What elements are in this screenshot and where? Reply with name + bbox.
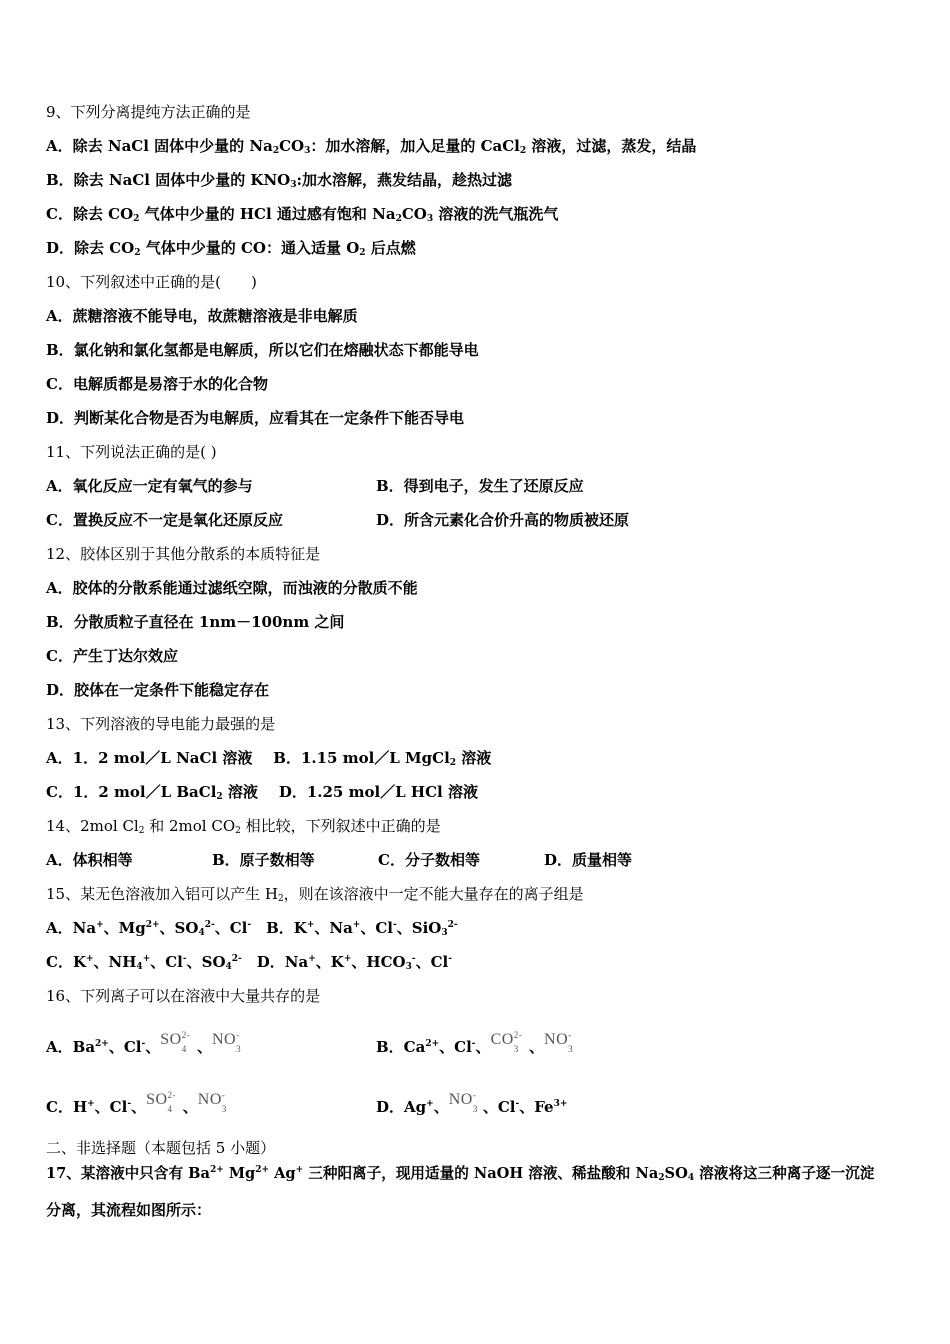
q11-option-d: D．所含元素化合价升高的物质被还原: [376, 511, 630, 529]
q14-option-a: A．体积相等: [46, 851, 133, 869]
q11-stem: 11、下列说法正确的是( ): [46, 443, 217, 461]
q14-option-c: C．分子数相等: [378, 851, 480, 869]
nitrate-ion: NO - 3: [197, 1090, 227, 1114]
q12-option-c: C．产生丁达尔效应: [46, 647, 178, 665]
q13-stem: 13、下列溶液的导电能力最强的是: [46, 715, 276, 733]
q16-options-ab: [46, 1030, 578, 1057]
q17-stem-line1: 17、某溶液中只含有 $Ba^{2+}$ $Mg^{2+}$ Ag+ 三种阳离子，现用适量的 NaOH 溶液、稀盐酸和 $Na_2SO_4$ 溶液将这三种离子逐一沉淀: [46, 1165, 875, 1183]
q14-stem: 14、2mol $Cl_2$ 和 2mol $CO_2$ 相比较，下列叙述中正确的是: [46, 817, 441, 836]
q12-stem: 12、胶体区别于其他分散系的本质特征是: [46, 545, 321, 563]
q16-option-a: A．$Ba^{2+}$、Cl-、SO 2- 4 、NO - 3: [46, 1030, 376, 1057]
q13-option-d: D．1.25 mol／L HCl 溶液: [278, 783, 478, 801]
q16-option-b: B．$Ca^{2+}$、Cl-、CO 2- 3 、NO - 3: [376, 1038, 578, 1056]
q11-option-c: C．置换反应不一定是氧化还原反应: [46, 511, 283, 529]
q11-options-cd: [46, 510, 629, 530]
section-heading: 二、非选择题（本题包括 5 小题）: [46, 1139, 276, 1157]
q15-options-ab: A．Na+、$Mg^{2+}$、$SO_4^{2-}$、Cl- B．K+、Na+、Cl-、SiO$_3^{2-}$: [46, 919, 458, 938]
q11-option-b: B．得到电子，发生了还原反应: [376, 477, 584, 495]
q13-option-a: A．1．2 mol／L NaCl 溶液: [46, 749, 253, 767]
q13-options-cd: [46, 782, 478, 802]
q17-stem-line2: 分离，其流程如图所示：: [46, 1201, 212, 1219]
q11-option-a: A．氧化反应一定有氧气的参与: [46, 477, 253, 495]
q16-option-d: D．Ag+、NO - 3 、Cl-、$Fe^{3+}$: [376, 1090, 568, 1116]
q10-option-a: A．蔗糖溶液不能导电，故蔗糖溶液是非电解质: [46, 307, 358, 325]
q12-option-a: A．胶体的分散系能通过滤纸空隙，而浊液的分散质不能: [46, 579, 418, 597]
q14-options: [46, 850, 632, 870]
q11-options-ab: [46, 476, 584, 496]
q13-option-b: B．1.15 mol／L MgCl$_2$ 溶液: [273, 749, 492, 768]
q13-option-c: C．1．2 mol／L BaCl$_2$ 溶液: [46, 783, 258, 802]
q15-options-cd: C．K+、$NH_4^+$、Cl-、$SO_4^{2-}$ D．Na+、K+、$HCO_3^-$、Cl-: [46, 953, 452, 972]
nitrate-ion: NO - 3: [211, 1030, 242, 1054]
q14-option-d: D．质量相等: [544, 851, 633, 869]
q12-option-d: D．胶体在一定条件下能稳定存在: [46, 681, 270, 699]
q13-options-ab: [46, 748, 491, 768]
nitrate-ion: NO - 3: [544, 1030, 574, 1054]
nitrate-ion: NO - 3: [448, 1090, 478, 1114]
q10-option-c: C．电解质都是易溶于水的化合物: [46, 375, 268, 393]
q16-stem: 16、下列离子可以在溶液中大量共存的是: [46, 987, 321, 1005]
q14-option-b: B．原子数相等: [212, 851, 315, 869]
q9-option-a: A．除去 NaCl 固体中少量的 $Na_2CO_3$：加水溶解，加入足量的 CaCl$_2$ 溶液，过滤，蒸发，结晶: [46, 137, 697, 156]
q12-option-b: B．分散质粒子直径在 1nm－100nm 之间: [46, 613, 345, 631]
q16-options-cd: [46, 1090, 567, 1117]
sulfate-ion: SO 2- 4: [160, 1030, 191, 1054]
q9-option-d: D．除去 $CO_2$ 气体中少量的 CO：通入适量 $O_2$ 后点燃: [46, 239, 416, 258]
q10-option-d: D．判断某化合物是否为电解质，应看其在一定条件下能否导电: [46, 409, 465, 427]
q15-stem: 15、某无色溶液加入铝可以产生 $H_2$，则在该溶液中一定不能大量存在的离子组是: [46, 885, 584, 904]
q9-option-b: B．除去 NaCl 固体中少量的 $KNO_3$:加水溶解，燕发结晶，趁热过滤: [46, 171, 513, 190]
carbonate-ion: CO 2- 3: [490, 1030, 523, 1054]
q9-option-c: C．除去 $CO_2$ 气体中少量的 HCl 通过感有饱和 $Na_2CO_3$ 溶液的洗气瓶洗气: [46, 205, 559, 224]
sulfate-ion: SO 2- 4: [146, 1090, 177, 1114]
q10-stem: 10、下列叙述中正确的是( ): [46, 273, 257, 291]
q10-option-b: B．氯化钠和氯化氢都是电解质，所以它们在熔融状态下都能导电: [46, 341, 479, 359]
q16-option-c: C．H+、Cl-、SO 2- 4 、NO - 3: [46, 1090, 376, 1117]
q9-stem: 9、下列分离提纯方法正确的是: [46, 103, 251, 121]
